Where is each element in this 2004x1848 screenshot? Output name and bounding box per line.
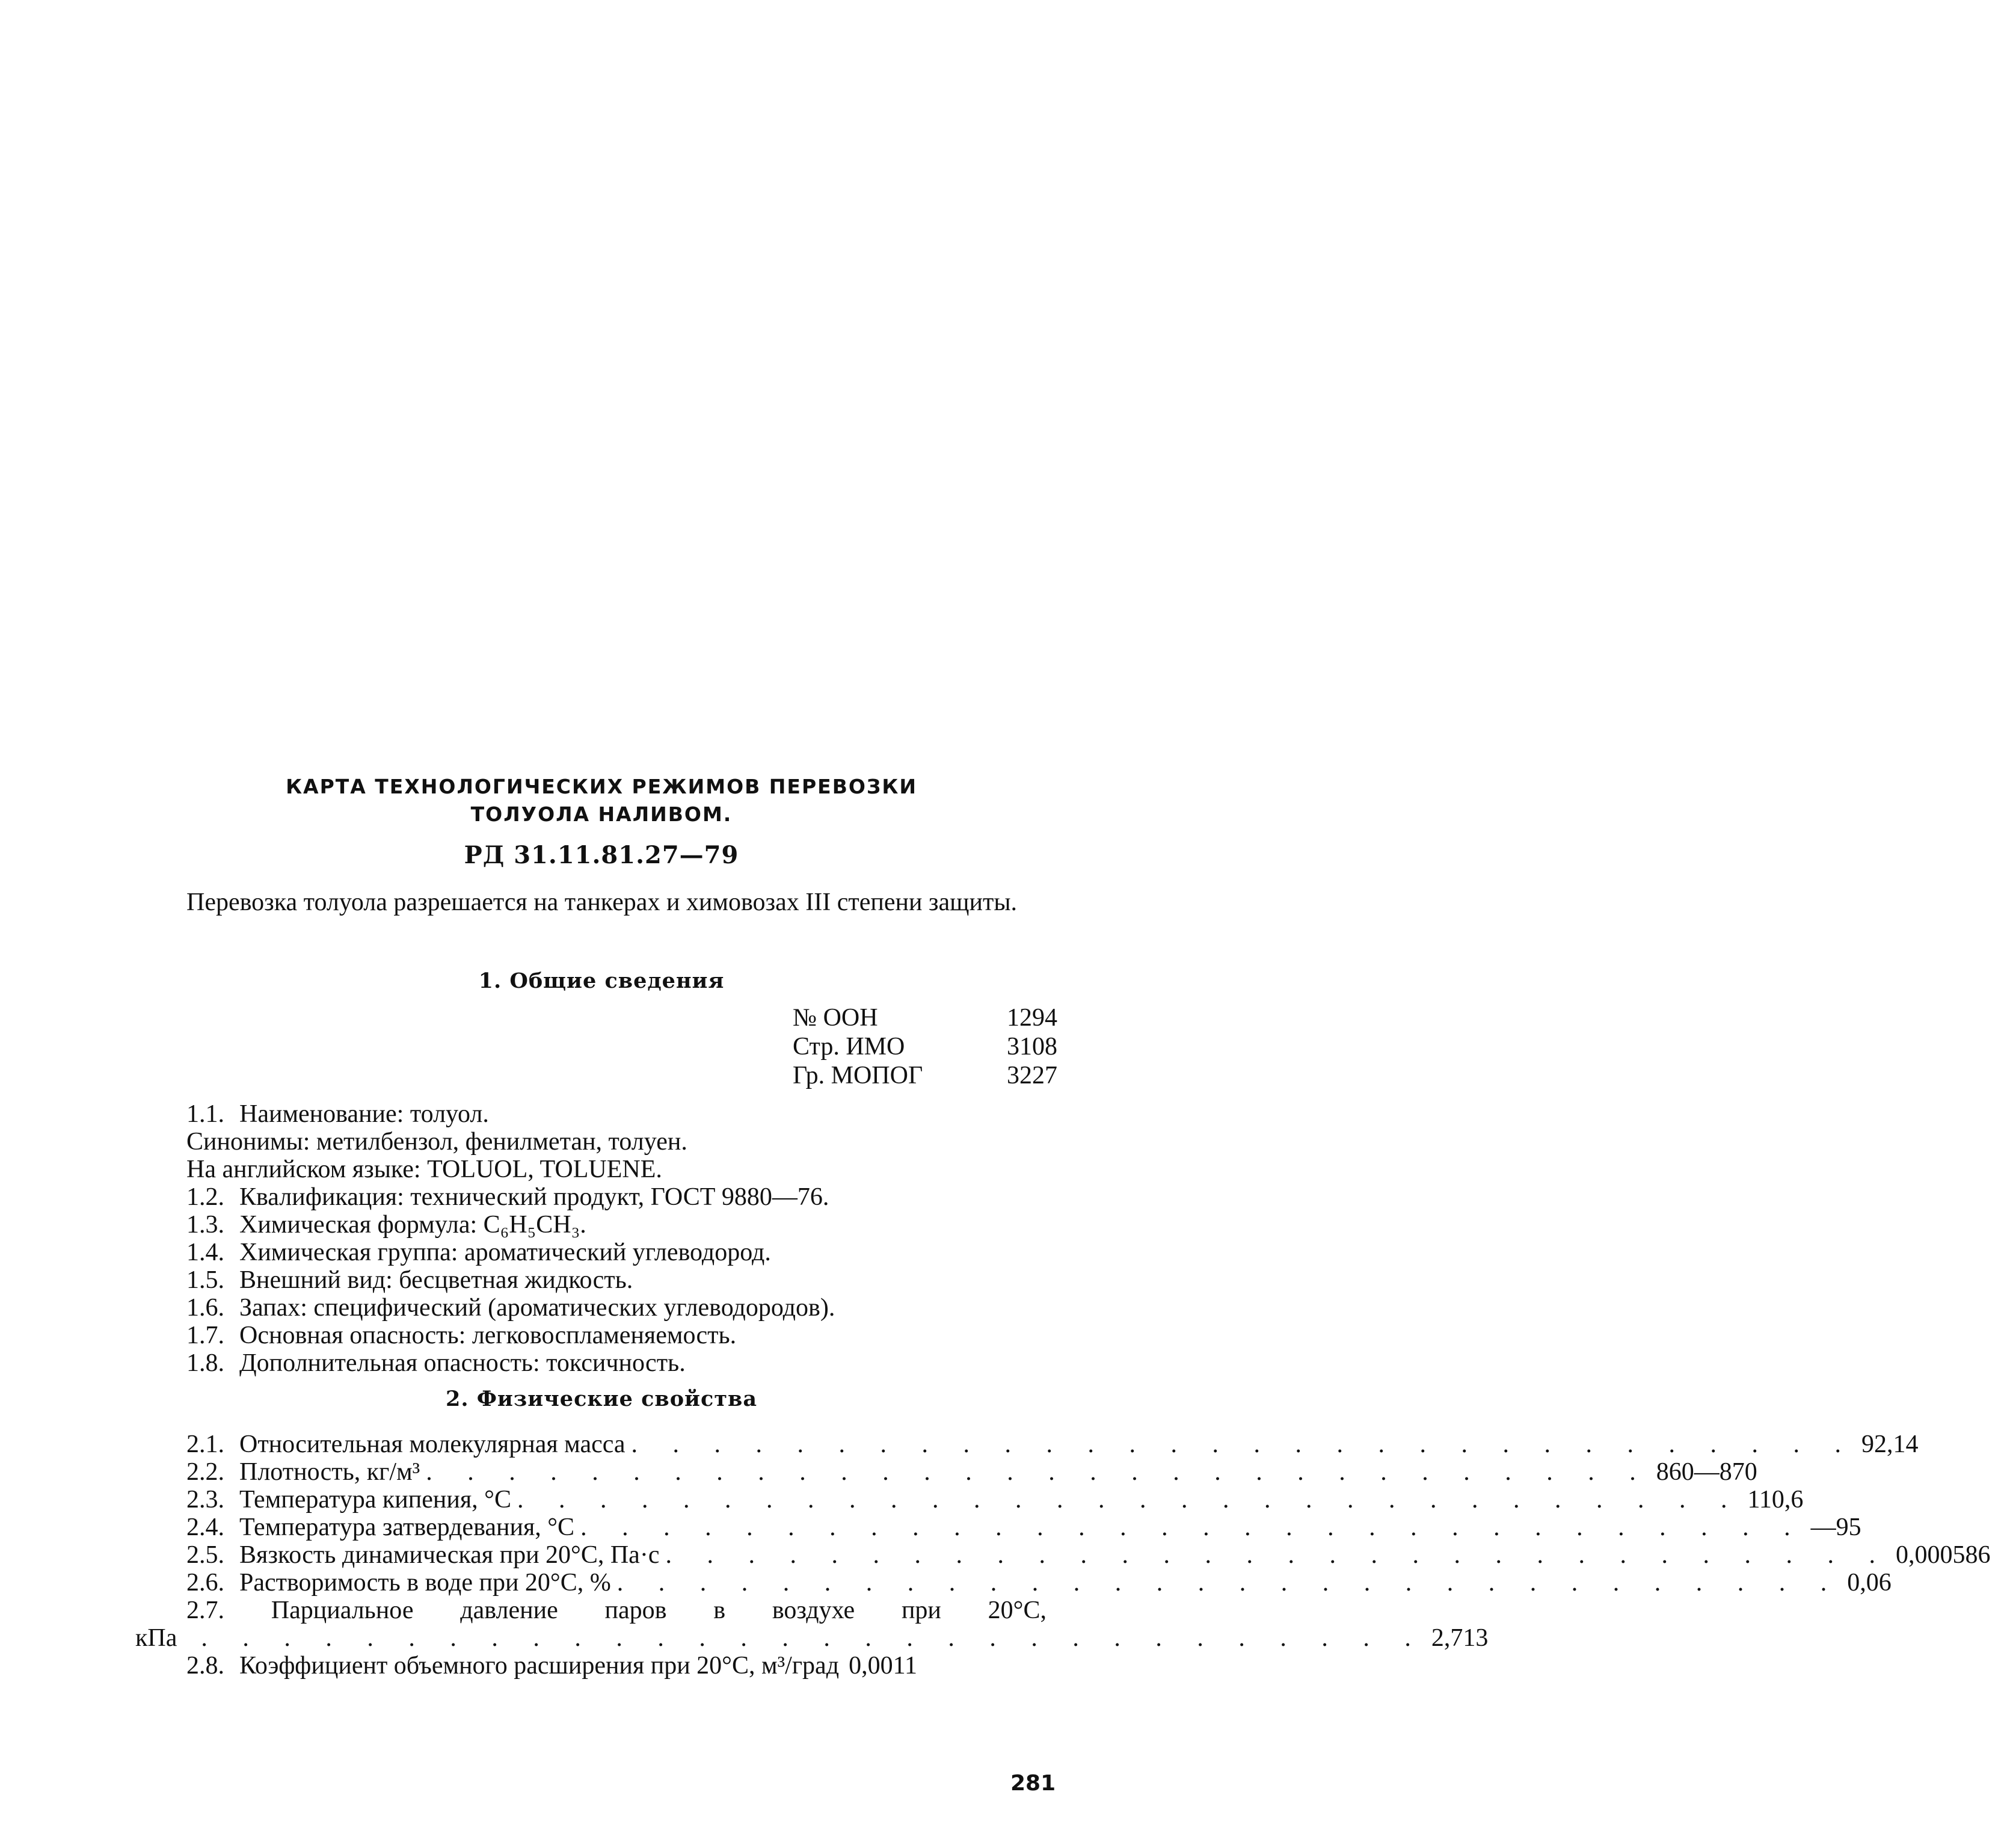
leader-dots: . . . . . . . . . . . . . . . . . . . . . . . . . . . . . .	[580, 1514, 1805, 1541]
property-value: —95	[1810, 1514, 1861, 1541]
list-item	[186, 1183, 829, 1212]
list-item	[186, 1100, 489, 1129]
item-text: Химическая формула: C₆H₅CH₃.	[239, 1211, 586, 1239]
property-number: 2.1.	[186, 1431, 224, 1458]
property-unit: кПа	[135, 1624, 177, 1652]
document-code: РД 31.11.81.27—79	[464, 841, 739, 869]
property-number: 2.6.	[186, 1569, 224, 1597]
section-1-heading: 1. Общие сведения	[478, 969, 725, 993]
property-number: 2.5.	[186, 1541, 224, 1569]
item-number: 1.5.	[186, 1266, 224, 1294]
document-title-line-2: ТОЛУОЛА НАЛИВОМ.	[470, 802, 733, 826]
leader-dots: . . . . . . . . . . . . . . . . . . . . . . . . . . . . . .	[665, 1541, 1890, 1569]
property-label: Температура затвердевания, °С	[239, 1514, 575, 1541]
property-number: 2.4.	[186, 1514, 224, 1541]
property-label: Растворимость в воде при 20°С, %	[239, 1569, 611, 1597]
identifier-table	[793, 1003, 1057, 1090]
property-row	[186, 1652, 1047, 1680]
item-text: Внешний вид: бесцветная жидкость.	[239, 1266, 633, 1294]
property-label: Температура кипения, °С	[239, 1486, 511, 1514]
page-number: 281	[1010, 1771, 1056, 1796]
item-text: Квалификация: технический продукт, ГОСТ 9880—76.	[239, 1183, 829, 1211]
item-text: Химическая группа: ароматический углеводород.	[239, 1239, 771, 1266]
identifier-value: 3108	[1007, 1033, 1057, 1061]
list-item	[186, 1127, 687, 1156]
property-value: 110,6	[1747, 1486, 1804, 1514]
property-row	[186, 1541, 1991, 1569]
item-text: Основная опасность: легковоспламеняемость.	[239, 1322, 737, 1349]
property-number: 2.2.	[186, 1458, 224, 1486]
list-item	[186, 1349, 686, 1378]
property-row	[186, 1486, 1804, 1514]
identifier-row-mopog	[793, 1061, 1057, 1090]
item-text: Запах: специфический (ароматических углеводородов).	[239, 1294, 835, 1322]
property-value: 860—870	[1656, 1458, 1757, 1486]
item-number: 1.1.	[186, 1100, 224, 1128]
leader-dots: . . . . . . . . . . . . . . . . . . . . . . . . . . . . . .	[517, 1486, 1742, 1514]
item-text: Наименование: толуол.	[239, 1100, 489, 1128]
item-text: Дополнительная опасность: токсичность.	[239, 1349, 686, 1377]
property-label: 2.7. Парциальное давление паров в воздухе при 20°С,	[186, 1597, 1047, 1624]
list-item	[186, 1238, 771, 1267]
list-item	[186, 1293, 835, 1322]
item-number: 1.4.	[186, 1239, 224, 1266]
identifier-label: № ООН	[793, 1004, 878, 1032]
property-value: 92,14	[1861, 1431, 1919, 1458]
property-row	[186, 1569, 1892, 1597]
intro-paragraph: Перевозка толуола разрешается на танкерах и химовозах III степени защиты.	[186, 889, 1018, 916]
list-item	[186, 1266, 633, 1295]
property-number: 2.3.	[186, 1486, 224, 1514]
identifier-value: 3227	[1007, 1062, 1057, 1089]
property-label: Плотность, кг/м³	[239, 1458, 420, 1486]
property-label: Коэффициент объемного расширения при 20°С, м³/град	[239, 1652, 840, 1680]
list-item	[186, 1155, 662, 1184]
item-text: Синонимы: метилбензол, фенилметан, толуен.	[186, 1128, 687, 1156]
list-item	[186, 1210, 586, 1239]
leader-dots: . . . . . . . . . . . . . . . . . . . . . . . . . . . . . .	[201, 1624, 1425, 1652]
property-row	[186, 1458, 1757, 1486]
property-row	[186, 1431, 1919, 1458]
leader-dots: . . . . . . . . . . . . . . . . . . . . . . . . . . . . . .	[426, 1458, 1650, 1486]
leader-dots: . . . . . . . . . . . . . . . . . . . . . . . . . . . . . .	[616, 1569, 1842, 1597]
property-number: 2.8.	[186, 1652, 224, 1680]
item-number: 1.8.	[186, 1349, 224, 1377]
item-number: 1.7.	[186, 1322, 224, 1349]
property-continuation	[135, 1624, 1489, 1652]
property-row-wrapped	[135, 1597, 1489, 1652]
property-value: 0,000586	[1895, 1541, 1991, 1569]
property-value: 2,713	[1431, 1624, 1489, 1652]
item-number: 1.3.	[186, 1211, 224, 1239]
item-number: 1.2.	[186, 1183, 224, 1211]
identifier-row-imo	[793, 1032, 1057, 1061]
identifier-value: 1294	[1007, 1004, 1057, 1032]
property-label: Вязкость динамическая при 20°С, Па·с	[239, 1541, 660, 1569]
property-value: 0,0011	[849, 1652, 918, 1680]
document-title-line-1: КАРТА ТЕХНОЛОГИЧЕСКИХ РЕЖИМОВ ПЕРЕВОЗКИ	[286, 775, 917, 798]
leader-dots: . . . . . . . . . . . . . . . . . . . . . . . . . . . . . .	[631, 1431, 1856, 1458]
section-2-heading: 2. Физические свойства	[446, 1387, 757, 1411]
item-number: 1.6.	[186, 1294, 224, 1322]
property-label: Относительная молекулярная масса	[239, 1431, 625, 1458]
identifier-row-un	[793, 1003, 1057, 1032]
identifier-label: Гр. МОПОГ	[793, 1062, 923, 1089]
identifier-label: Стр. ИМО	[793, 1033, 905, 1061]
list-item	[186, 1321, 736, 1350]
property-row	[186, 1514, 1861, 1541]
property-value: 0,06	[1847, 1569, 1892, 1597]
item-text: На английском языке: TOLUOL, TOLUENE.	[186, 1156, 662, 1183]
